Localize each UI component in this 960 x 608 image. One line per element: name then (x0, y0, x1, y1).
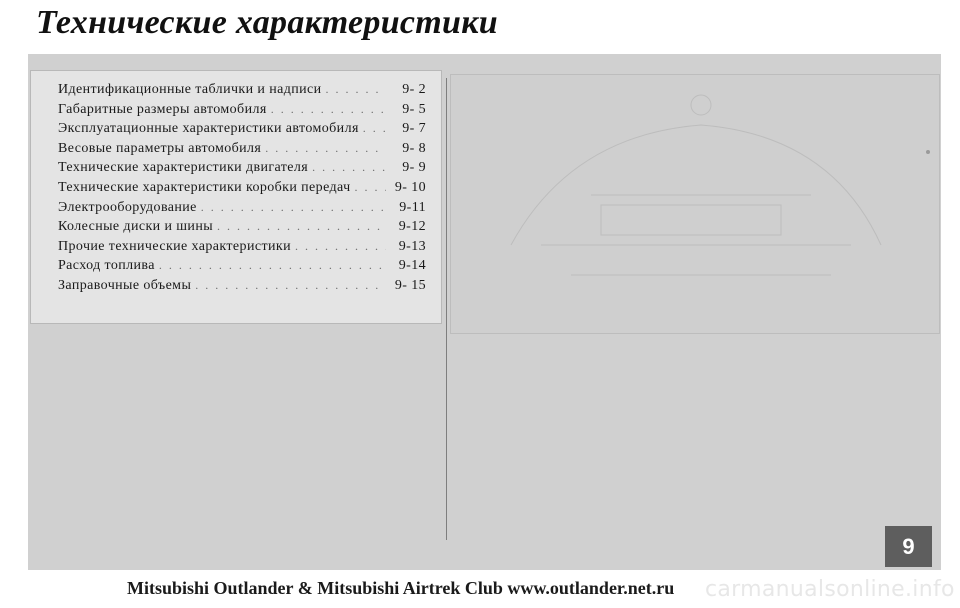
toc-item-page: 9-13 (398, 238, 426, 254)
toc-item-page: 9- 15 (394, 277, 426, 293)
watermark: carmanualsonline.info (705, 577, 955, 602)
toc-item[interactable] (58, 158, 426, 178)
toc-item[interactable] (58, 237, 426, 257)
toc-item[interactable] (58, 276, 426, 296)
toc-item-page: 9- 5 (402, 101, 426, 117)
toc-item-page: 9-14 (398, 258, 426, 274)
car-sketch-illustration (451, 75, 939, 333)
toc-leader-dots (295, 237, 386, 257)
table-of-contents (58, 80, 426, 296)
toc-item-page: 9- 10 (394, 179, 426, 195)
toc-item-label: Габаритные размеры автомобиля (58, 101, 267, 117)
toc-item[interactable] (58, 119, 426, 139)
toc-item-label: Прочие технические характеристики (58, 238, 291, 254)
bleed-through-panel (450, 74, 940, 334)
toc-item[interactable] (58, 139, 426, 159)
toc-item-page: 9- 7 (402, 121, 426, 137)
toc-leader-dots (159, 256, 386, 276)
scan-speck (926, 150, 930, 154)
chapter-tab[interactable]: 9 (885, 526, 932, 567)
toc-leader-dots (217, 217, 386, 237)
toc-item-page: 9- 2 (402, 82, 426, 97)
toc-item[interactable] (58, 256, 426, 276)
toc-item-label: Электрооборудование (58, 199, 197, 215)
bleed-through-text (250, 338, 253, 350)
toc-leader-dots (271, 100, 386, 120)
column-divider (446, 78, 447, 540)
toc-leader-dots (363, 119, 386, 139)
toc-leader-dots (326, 80, 386, 100)
toc-item-label: Эксплуатационные характеристики автомобиля (58, 121, 359, 137)
toc-item-label: Расход топлива (58, 258, 155, 274)
toc-item-page: 9- 8 (402, 140, 426, 156)
toc-item[interactable] (58, 100, 426, 120)
toc-item-page: 9-11 (399, 199, 426, 215)
toc-item-label: Заправочные объемы (58, 277, 192, 293)
toc-item-page: 9-12 (398, 219, 426, 235)
footer-credit: Mitsubishi Outlander & Mitsubishi Airtrek Club www.outlander.net.ru (127, 578, 675, 598)
toc-leader-dots (195, 276, 386, 296)
toc-item-page: 9- 9 (402, 160, 426, 176)
toc-item-label: Колесные диски и шины (58, 219, 214, 235)
toc-item[interactable] (58, 198, 426, 218)
toc-item-label: Идентификационные таблички и надписи (58, 82, 322, 97)
toc-leader-dots (312, 158, 386, 178)
toc-item[interactable] (58, 80, 426, 100)
toc-item-label: Технические характеристики двигателя (58, 160, 309, 176)
toc-item[interactable] (58, 178, 426, 198)
toc-leader-dots (201, 198, 386, 218)
toc-leader-dots (265, 139, 386, 159)
toc-leader-dots (355, 178, 386, 198)
toc-item-label: Весовые параметры автомобиля (58, 140, 262, 156)
page-title: Технические характеристики (36, 4, 499, 41)
toc-item-label: Технические характеристики коробки передач (58, 179, 351, 195)
toc-item[interactable] (58, 217, 426, 237)
